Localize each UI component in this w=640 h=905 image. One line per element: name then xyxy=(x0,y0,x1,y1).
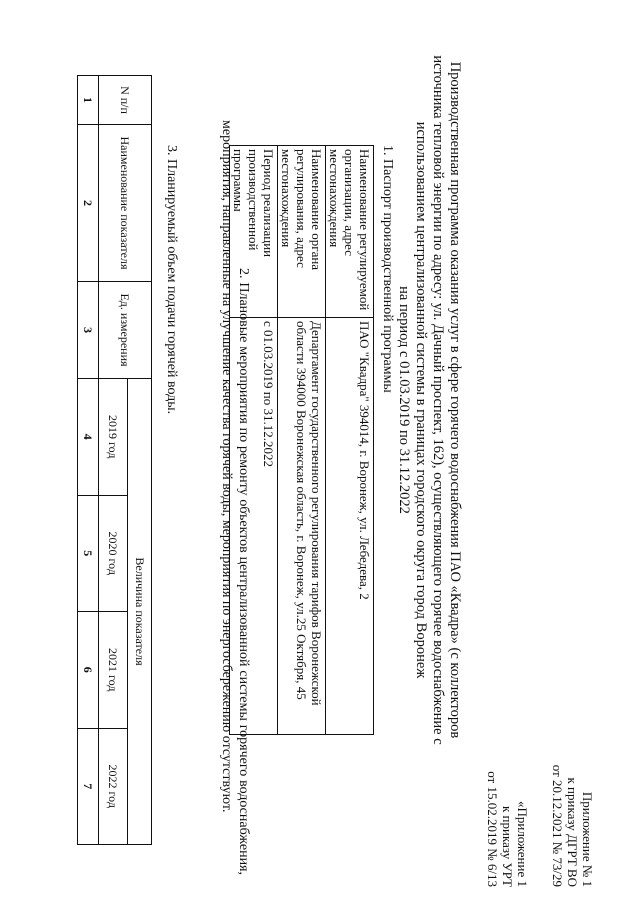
table-index-row xyxy=(78,76,99,845)
index-cell: 1 xyxy=(78,76,99,125)
col-year-header: 2021 год xyxy=(99,612,128,729)
col-unit-header: Ед. измерения xyxy=(99,282,152,379)
passport-value: с 01.03.2019 по 31.12.2022 xyxy=(230,318,278,735)
col-year-header: 2020 год xyxy=(99,495,128,612)
title-line: на период с 01.03.2019 по 31.12.2022 xyxy=(396,286,412,514)
col-year-header: 2022 год xyxy=(99,728,128,845)
col-name-header: Наименование показателя xyxy=(99,125,152,282)
index-cell: 6 xyxy=(78,612,99,729)
appendix-number-original: «Приложение 1 xyxy=(515,800,530,887)
index-cell: 3 xyxy=(78,282,99,379)
appendix-date: от 20.12.2021 № 73/29 xyxy=(550,764,565,887)
index-cell: 4 xyxy=(78,379,99,496)
passport-label: Период реализации производственной программы xyxy=(230,146,278,318)
title-line: Производственная программа оказания услуг в сфере горячего водоснабжения ПАО «Квадра» (с коллекторов xyxy=(447,61,463,739)
section2-text: 2. Плановые мероприятия по ремонту объектов централизованной системы горячего водоснабжения, мероприятия, направленные на улучшение качества горячей воды, мероприятия по энергосбережению отсутствуют. xyxy=(219,120,251,875)
appendix-date-original: от 15.02.2019 № 6/13 xyxy=(485,771,500,887)
table-row xyxy=(278,146,326,735)
appendix-order-original: к приказу УРТ xyxy=(500,805,515,887)
appendix-order: к приказу ДГРТ ВО xyxy=(565,777,580,887)
title-line: источника тепловой энергии по адресу: ул. Дачный проспект, 162), осуществляющего горячее водоснабжение с xyxy=(430,55,446,745)
title-line: использованием централизованной системы в границах городского округа город Воронеж xyxy=(413,121,429,679)
index-cell: 5 xyxy=(78,495,99,612)
col-num-header: N п/п xyxy=(99,76,152,125)
program-title xyxy=(395,40,463,760)
passport-value: ПАО "Квадра" 394014, г. Воронеж, ул. Лебедева, 2 xyxy=(326,318,374,735)
index-cell: 7 xyxy=(78,728,99,845)
passport-label: Наименование регулируемой организации, адрес местонахождения xyxy=(326,146,374,318)
section3-heading: 3. Планируемый объем подачи горячей воды. xyxy=(164,145,179,415)
col-year-header: 2019 год xyxy=(99,379,128,496)
passport-label: Наименование органа регулирования, адрес местонахождения xyxy=(278,146,326,318)
appendix-number: Приложение № 1 xyxy=(580,791,595,887)
volume-table xyxy=(77,75,152,845)
table-header-row xyxy=(127,76,151,845)
section1-heading: 1. Паспорт производственной программы xyxy=(380,145,395,393)
table-row xyxy=(326,146,374,735)
appendix-header-current xyxy=(550,687,595,887)
col-group-header: Величина показателя xyxy=(127,379,151,845)
index-cell: 2 xyxy=(78,125,99,282)
appendix-header-original xyxy=(485,687,530,887)
passport-value: Департамент государственного регулирования тарифов Воронежской области 394000 Воронежская область, г. Воронеж, ул.25 Октября, 45 xyxy=(278,318,326,735)
